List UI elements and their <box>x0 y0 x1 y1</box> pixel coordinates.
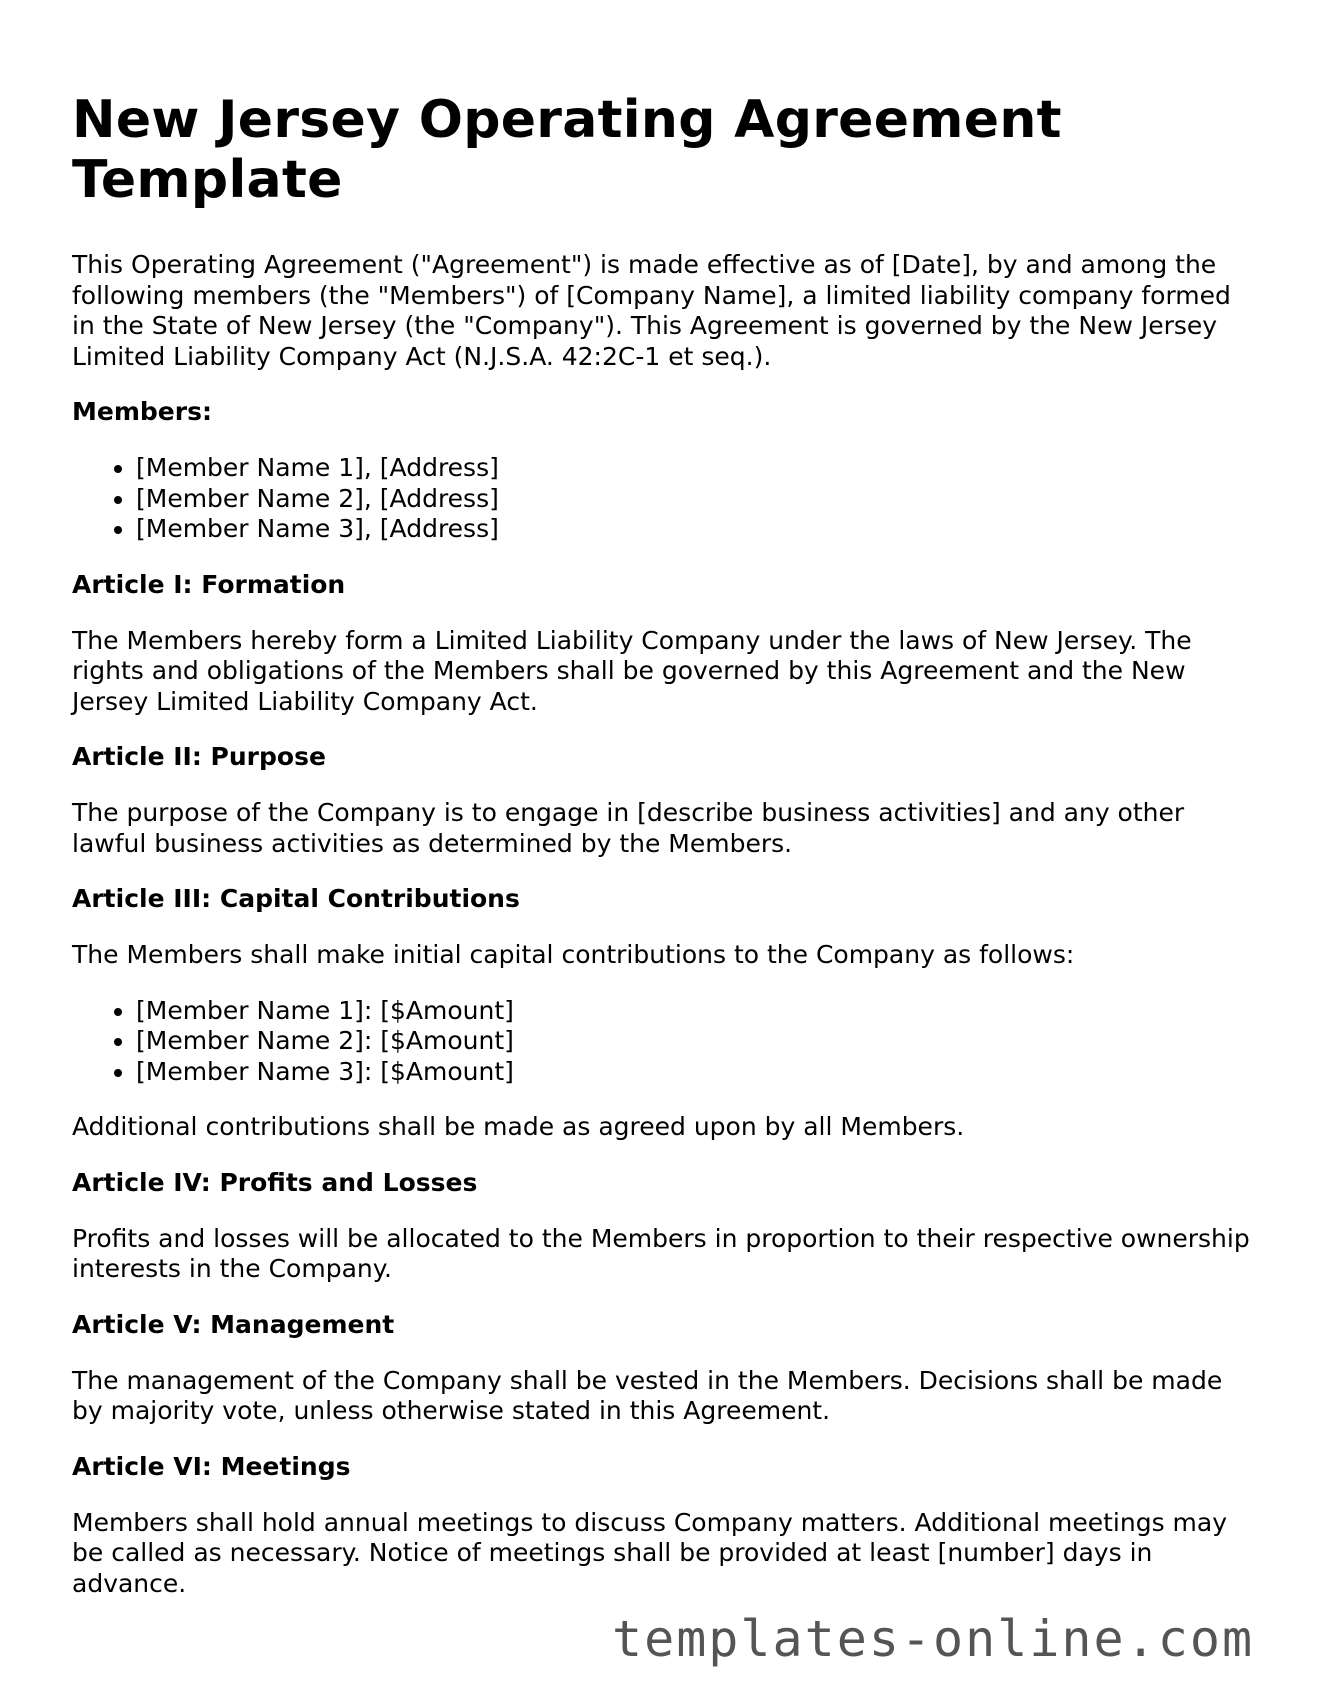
members-list <box>72 453 1252 545</box>
list-item: • [Member Name 1]: [$Amount] <box>136 996 1252 1027</box>
list-item: • [Member Name 2]: [$Amount] <box>136 1026 1252 1057</box>
article-2-heading: Article II: Purpose <box>72 742 326 771</box>
article-1-heading: Article I: Formation <box>72 569 346 599</box>
article-1-text: The Members hereby form a Limited Liability Company under the laws of New Jersey. The rights and obligations of the Members shall be governed by this Agreement and the New Jersey Limited Liability Company Act. <box>72 625 1192 716</box>
list-item: • [Member Name 2], [Address] <box>136 484 1252 515</box>
article-5-text: The management of the Company shall be vested in the Members. Decisions shall be made by majority vote, unless otherwise stated in this Agreement. <box>72 1365 1223 1425</box>
document-page <box>72 90 1252 1624</box>
article-6-heading: Article VI: Meetings <box>72 1451 351 1481</box>
list-item: • [Member Name 3], [Address] <box>136 514 1252 545</box>
contributions-list <box>72 996 1252 1088</box>
watermark-text: templates-online.com <box>612 1610 1255 1668</box>
list-item: • [Member Name 1], [Address] <box>136 453 1252 484</box>
article-3-text: The Members shall make initial capital contributions to the Company as follows: <box>72 940 1075 969</box>
article-3-heading: Article III: Capital Contributions <box>72 884 520 913</box>
intro-paragraph: This Operating Agreement ("Agreement") is made effective as of [Date], by and among the following members (the "Members") of [Company Name], a limited liability company formed in the State of New Jersey (the "Company"). This Agreement is governed by the New Jersey Limited Liability Company Act (N.J.S.A. 42:2C-1 et seq.). <box>72 250 1231 371</box>
article-3-after-text: Additional contributions shall be made as agreed upon by all Members. <box>72 1112 965 1141</box>
list-item: • [Member Name 3]: [$Amount] <box>136 1057 1252 1088</box>
article-6-text: Members shall hold annual meetings to discuss Company matters. Additional meetings may be called as necessary. Notice of meetings shall be provided at least [number] days in advance. <box>72 1507 1228 1598</box>
article-2-text: The purpose of the Company is to engage in [describe business activities] and any other lawful business activities as determined by the Members. <box>72 798 1185 858</box>
document-title: New Jersey Operating Agreement Template <box>72 90 1062 210</box>
article-4-text: Profits and losses will be allocated to the Members in proportion to their respective ownership interests in the Company. <box>72 1223 1250 1283</box>
members-heading: Members: <box>72 397 212 426</box>
article-5-heading: Article V: Management <box>72 1309 395 1339</box>
article-4-heading: Article IV: Profits and Losses <box>72 1167 478 1197</box>
